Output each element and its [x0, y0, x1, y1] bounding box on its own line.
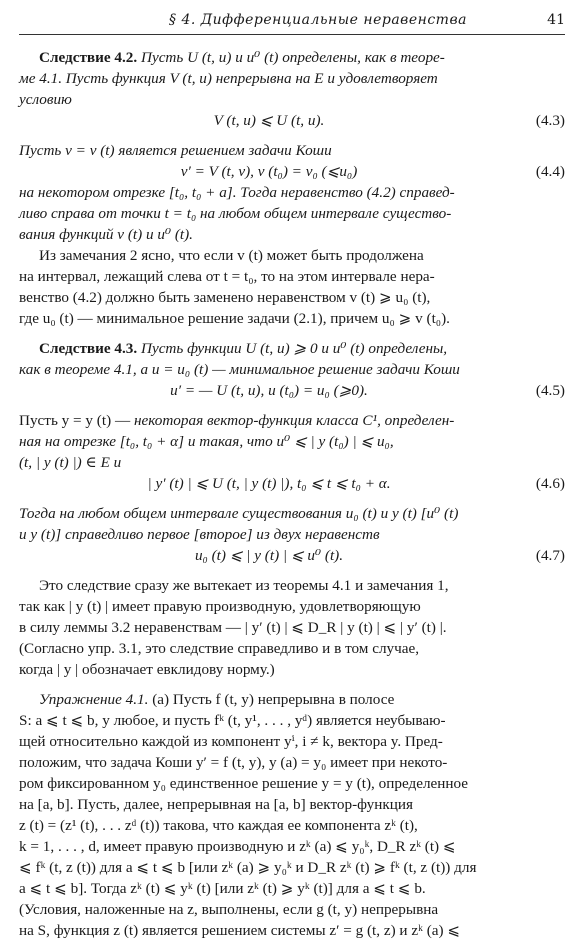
page-body — [19, 35, 565, 941]
header-title: § 4. Дифференциальные неравенства — [169, 12, 467, 28]
exercise-4-1-line: a ⩽ t ⩽ b]. Тогда zᵏ (t) ⩽ yᵏ (t) [или zᵏ (t) ⩾ yᵏ (t)] для a ⩽ t ⩽ b. — [19, 880, 426, 897]
running-header — [19, 8, 565, 35]
book-page — [19, 8, 565, 941]
equation-number: (4.4) — [535, 163, 565, 180]
exercise-4-1-line: S: a ⩽ t ⩽ b, y любое, и пусть fᵏ (t, y¹, . . . , yᵈ) является неубываю- — [19, 712, 446, 729]
formula-4-3: V (t, u) ⩽ U (t, u). (4.3) — [213, 112, 565, 129]
remark-paragraph-line: на интервал, лежащий слева от t = t₀, то на этом интервале нера- — [19, 268, 435, 285]
exercise-4-1-line: Упражнение 4.1. (a) Пусть f (t, y) непрерывна в полосе — [39, 691, 395, 708]
equation-number: (4.5) — [535, 382, 565, 399]
corollary-4-2-line: ливо справа от точки t = t₀ на любом общем интервале существо- — [19, 205, 452, 222]
exercise-4-1-line: z (t) = (z¹ (t), . . . zᵈ (t)) такова, что каждая ее компонента zᵏ (t), — [19, 817, 418, 834]
proof-paragraph-line: (Согласно упр. 3.1, это следствие справедливо и в том случае, — [19, 640, 420, 657]
equation-number: (4.6) — [535, 475, 565, 492]
corollary-4-2-line: ме 4.1. Пусть функция V (t, u) непрерывна на E и удовлетворяет — [19, 70, 438, 87]
remark-paragraph-line: Из замечания 2 ясно, что если v (t) может быть продолжена — [39, 247, 424, 264]
page-number: 41 — [547, 12, 565, 28]
proof-paragraph-line: в силу леммы 3.2 неравенствам — | y′ (t) | ⩽ D_R | y (t) | ⩽ | y′ (t) |. — [19, 619, 447, 636]
corollary-4-3-line: Следствие 4.3. Пусть функции U (t, u) ⩾ 0 и u⁰ (t) определены, — [39, 340, 448, 357]
equation-number: (4.7) — [535, 547, 565, 564]
proof-paragraph-line: Это следствие сразу же вытекает из теоремы 4.1 и замечания 1, — [39, 577, 449, 594]
corollary-4-3-label: Следствие 4.3. — [39, 340, 138, 357]
proof-paragraph-line: так как | y (t) | имеет правую производную, удовлетворяющую — [19, 598, 421, 615]
corollary-4-2-line: на некотором отрезке [t₀, t₀ + a]. Тогда неравенство (4.2) справед- — [19, 184, 455, 201]
formula-4-4: v′ = V (t, v), v (t₀) = v₀ (⩽u₀) (4.4) — [180, 163, 565, 180]
equation-number: (4.3) — [535, 112, 565, 129]
exercise-4-1-line: k = 1, . . . , d, имеет правую производную и zᵏ (a) ⩽ y₀ᵏ, D_R zᵏ (t) ⩽ — [19, 838, 456, 855]
proof-paragraph-line: когда | y | обозначает евклидову норму.) — [19, 661, 275, 678]
corollary-4-2-line: вания функций v (t) и u⁰ (t). — [19, 226, 193, 243]
exercise-4-1-line: ром фиксированном y₀ единственное решение y = y (t), определенное — [19, 775, 469, 792]
formula-4-5: u′ = — U (t, u), u (t₀) = u₀ (⩾0). (4.5) — [170, 382, 565, 399]
exercise-4-1-line: (Условия, наложенные на z, выполнены, если g (t, y) непрерывна — [19, 901, 439, 918]
corollary-4-2-line: условию — [19, 91, 72, 108]
formula-4-6: | y′ (t) | ⩽ U (t, | y (t) |), t₀ ⩽ t ⩽ t₀ + α. (4.6) — [147, 475, 565, 492]
remark-paragraph-line: где u₀ (t) — минимальное решение задачи (2.1), причем u₀ ⩾ v (t₀). — [19, 310, 450, 327]
corollary-4-2-label: Следствие 4.2. — [39, 49, 138, 66]
exercise-4-1-line: положим, что задача Коши y′ = f (t, y), y (a) = y₀ имеет при некото- — [19, 754, 448, 771]
exercise-4-1-line: на [a, b]. Пусть, далее, непрерывная на [a, b] вектор-функция — [19, 796, 413, 813]
corollary-4-3-line: и y (t)] справедливо первое [второе] из двух неравенств — [19, 526, 380, 543]
exercise-4-1-line: ⩽ fᵏ (t, z (t)) для a ⩽ t ⩽ b [или zᵏ (a) ⩾ y₀ᵏ и D_R zᵏ (t) ⩾ fᵏ (t, z (t)) для — [19, 859, 477, 876]
exercise-4-1-line: на S, функция z (t) является решением системы z′ = g (t, z) и zᵏ (a) ⩽ — [19, 922, 461, 939]
formula-4-7: u₀ (t) ⩽ | y (t) | ⩽ u⁰ (t). (4.7) — [194, 547, 565, 564]
corollary-4-3-line: ная на отрезке [t₀, t₀ + α] и такая, что u⁰ ⩽ | y (t₀) | ⩽ u₀, — [19, 433, 394, 450]
corollary-4-3-line: (t, | y (t) |) ∈ E и — [19, 454, 122, 471]
corollary-4-3-line: Тогда на любом общем интервале существования u₀ (t) и y (t) [u⁰ (t) — [19, 505, 459, 522]
exercise-4-1-line: щей относительно каждой из компонент yⁱ, i ≠ k, вектора y. Пред- — [19, 733, 443, 750]
corollary-4-3-line: Пусть y = y (t) — некоторая вектор-функция класса C¹, определен- — [19, 412, 455, 429]
remark-paragraph-line: венство (4.2) должно быть заменено неравенством v (t) ⩾ u₀ (t), — [19, 289, 431, 306]
exercise-4-1-label: Упражнение 4.1. — [39, 691, 149, 708]
corollary-4-2-line: Пусть v = v (t) является решением задачи Коши — [19, 142, 332, 159]
corollary-4-3-line: как в теореме 4.1, а u = u₀ (t) — минимальное решение задачи Коши — [19, 361, 460, 378]
corollary-4-2-line: Следствие 4.2. Пусть U (t, u) и u⁰ (t) определены, как в теоре- — [39, 49, 445, 66]
